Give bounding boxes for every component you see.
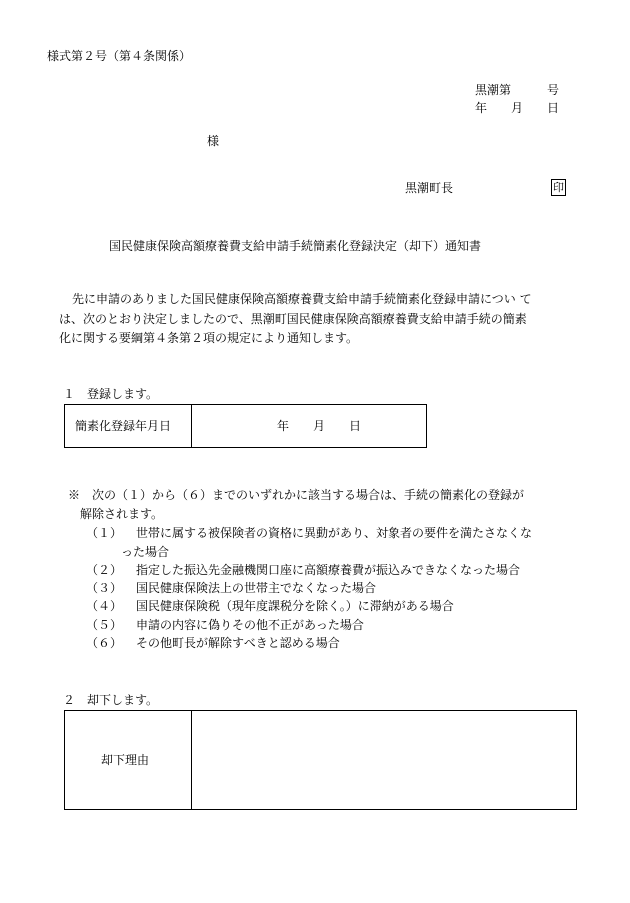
note-item-3-text: 国民健康保険法上の世帯主でなくなった場合 xyxy=(136,581,377,595)
note-item-3-number: （３） xyxy=(86,581,123,595)
section1-heading: １ 登録します。 xyxy=(63,387,159,401)
document-title: 国民健康保険高額療養費支給申請手続簡素化登録決定（却下）通知書 xyxy=(109,239,482,253)
note-item-1-text: 世帯に属する被保険者の資格に異動があり、対象者の要件を満たさなくな xyxy=(136,526,533,540)
registration-date-table xyxy=(64,404,427,448)
rejection-reason-label: 却下理由 xyxy=(101,753,150,767)
note-item-6-number: （６） xyxy=(86,636,123,650)
table-divider xyxy=(191,405,192,447)
issuer: 黒潮町長 xyxy=(405,181,454,195)
note-item-5-number: （５） xyxy=(86,618,123,632)
body-line-3: 化に関する要綱第４条第２項の規定により通知します。 xyxy=(59,331,359,345)
note-item-2-text: 指定した振込先金融機関口座に高額療養費が振込みできなくなった場合 xyxy=(136,563,521,577)
seal-mark: 印 xyxy=(553,181,564,194)
note-item-1-continuation: った場合 xyxy=(121,545,170,559)
registration-date-label: 簡素化登録年月日 xyxy=(75,419,172,433)
note-item-4-text: 国民健康保険税（現年度課税分を除く。）に滞納がある場合 xyxy=(136,599,454,613)
note-line-2: 解除されます。 xyxy=(80,507,164,521)
body-line-2: は、次のとおり決定しましたので、黒潮町国民健康保険高額療養費支給申請手続の簡素 xyxy=(59,312,527,326)
addressee-suffix: 様 xyxy=(207,134,220,148)
registration-date-value: 年 月 日 xyxy=(277,419,362,433)
note-item-5-text: 申請の内容に偽りその他不正があった場合 xyxy=(136,618,364,632)
form-number: 様式第２号（第４条関係） xyxy=(47,49,192,63)
note-line-1: ※ 次の（１）から（６）までのいずれかに該当する場合は、手続の簡素化の登録が xyxy=(68,488,525,502)
table-divider xyxy=(191,711,192,809)
document-date: 年 月 日 xyxy=(475,101,560,115)
document-number: 黒潮第 号 xyxy=(475,83,560,97)
note-item-1-number: （１） xyxy=(86,526,123,540)
note-item-2-number: （２） xyxy=(86,563,123,577)
note-item-4-number: （４） xyxy=(86,599,123,613)
note-item-6-text: その他町長が解除すべきと認める場合 xyxy=(136,636,340,650)
body-line-1: 先に申請のありました国民健康保険高額療養費支給申請手続簡素化登録申請につい て xyxy=(72,292,532,306)
section2-heading: ２ 却下します。 xyxy=(63,693,159,707)
rejection-reason-table xyxy=(64,710,577,810)
